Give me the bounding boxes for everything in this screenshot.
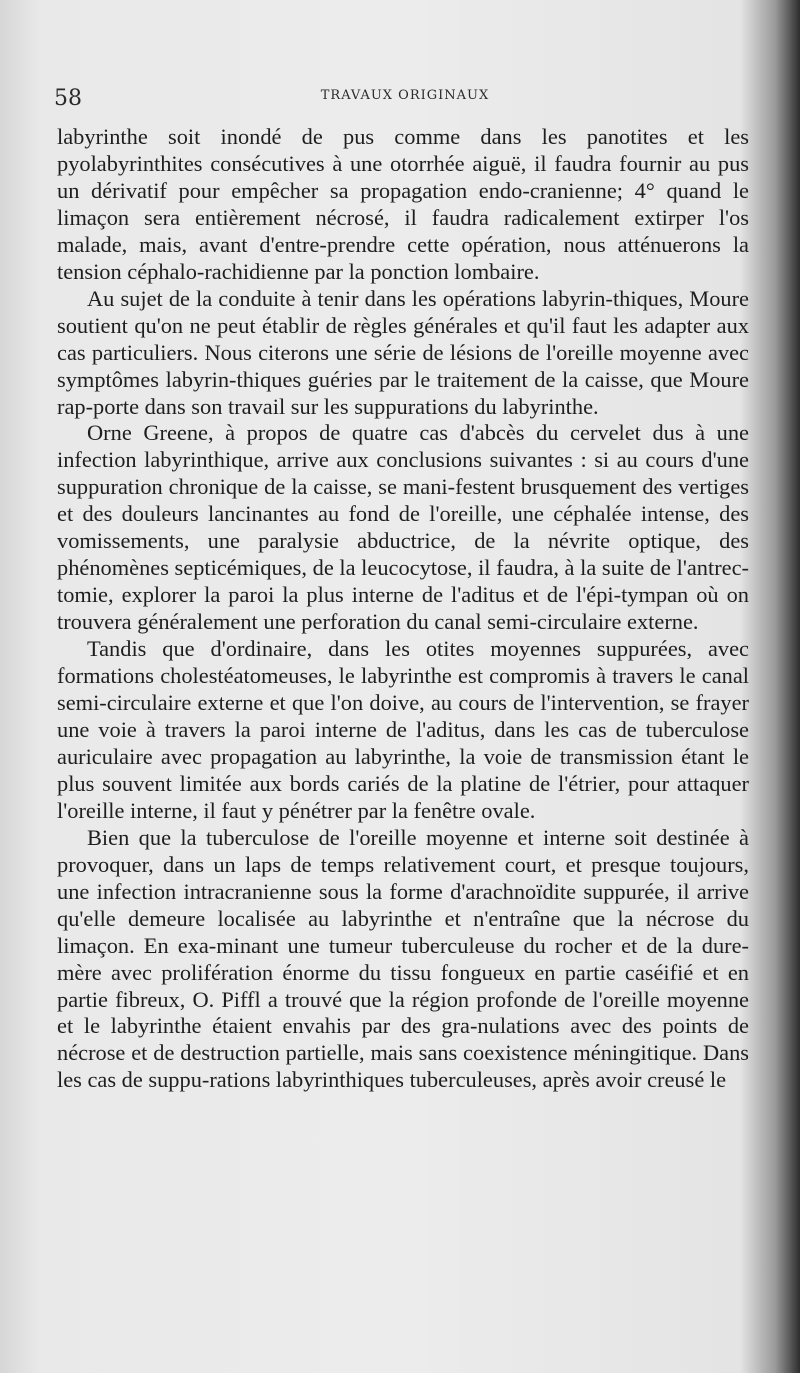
paragraph: Orne Greene, à propos de quatre cas d'abcès du cervelet dus à une infection labyrinthique, arrive aux conclusions suivantes : si au cours d'une suppuration chronique de la caisse, se mani-festent brusquement des vertiges et des douleurs lancinantes au fond de l'oreille, une céphalée intense, des vomissements, une paralysie abductrice, de la névrite optique, des phénomènes septicémiques, de la leucocytose, il faudra, à la suite de l'antrec-tomie, explorer la paroi la plus interne de l'aditus et de l'épi-tympan où on trouvera généralement une perforation du canal semi-circulaire externe.: [57, 420, 749, 635]
paragraph-continued: labyrinthe soit inondé de pus comme dans les panotites et les pyolabyrinthites consécutives à une otorrhée aiguë, il faudra fournir au pus un dérivatif pour empêcher sa propagation endo-cranienne; 4° quand le limaçon sera entièrement nécrosé, il faudra radicalement extirper l'os malade, mais, avant d'entre-prendre cette opération, nous atténuerons la tension céphalo-rachidienne par la ponction lombaire.: [57, 124, 749, 284]
paragraph: Bien que la tuberculose de l'oreille moyenne et interne soit destinée à provoquer, dans un laps de temps relativement court, et presque toujours, une infection intracranienne sous la forme d'arachnoïdite suppurée, il arrive qu'elle demeure localisée au labyrinthe et n'entraîne que la nécrose du limaçon. En exa-minant une tumeur tuberculeuse du rocher et de la dure-mère avec prolifération énorme du tissu fongueux en partie caséifié et en partie fibreux, O. Piffl a trouvé que la région profonde de l'oreille moyenne et le labyrinthe étaient envahis par des gra-nulations avec des points de nécrose et de destruction partielle, mais sans coexistence méningitique. Dans les cas de suppu-rations labyrinthiques tuberculeuses, après avoir creusé le: [57, 824, 749, 1093]
paragraph: Au sujet de la conduite à tenir dans les opérations labyrin-thiques, Moure soutient qu'on ne peut établir de règles générales et qu'il faut les adapter aux cas particuliers. Nous citerons une série de lésions de l'oreille moyenne avec symptômes labyrin-thiques guéries par le traitement de la caisse, que Moure rap-porte dans son travail sur les suppurations du labyrinthe.: [57, 285, 749, 419]
running-title: TRAVAUX ORIGINAUX: [320, 88, 490, 103]
body-text: [57, 124, 749, 1094]
paragraph: Tandis que d'ordinaire, dans les otites moyennes suppurées, avec formations cholestéatomeuses, le labyrinthe est compromis à travers le canal semi-circulaire externe et que l'on doive, au cours de l'intervention, se frayer une voie à travers la paroi interne de l'aditus, dans les cas de tuberculose auriculaire avec propagation au labyrinthe, la voie de transmission étant le plus souvent limitée aux bords cariés de la platine de l'étrier, pour attaquer l'oreille interne, il faut y pénétrer par la fenêtre ovale.: [57, 636, 749, 823]
page-number: 58: [54, 86, 82, 111]
